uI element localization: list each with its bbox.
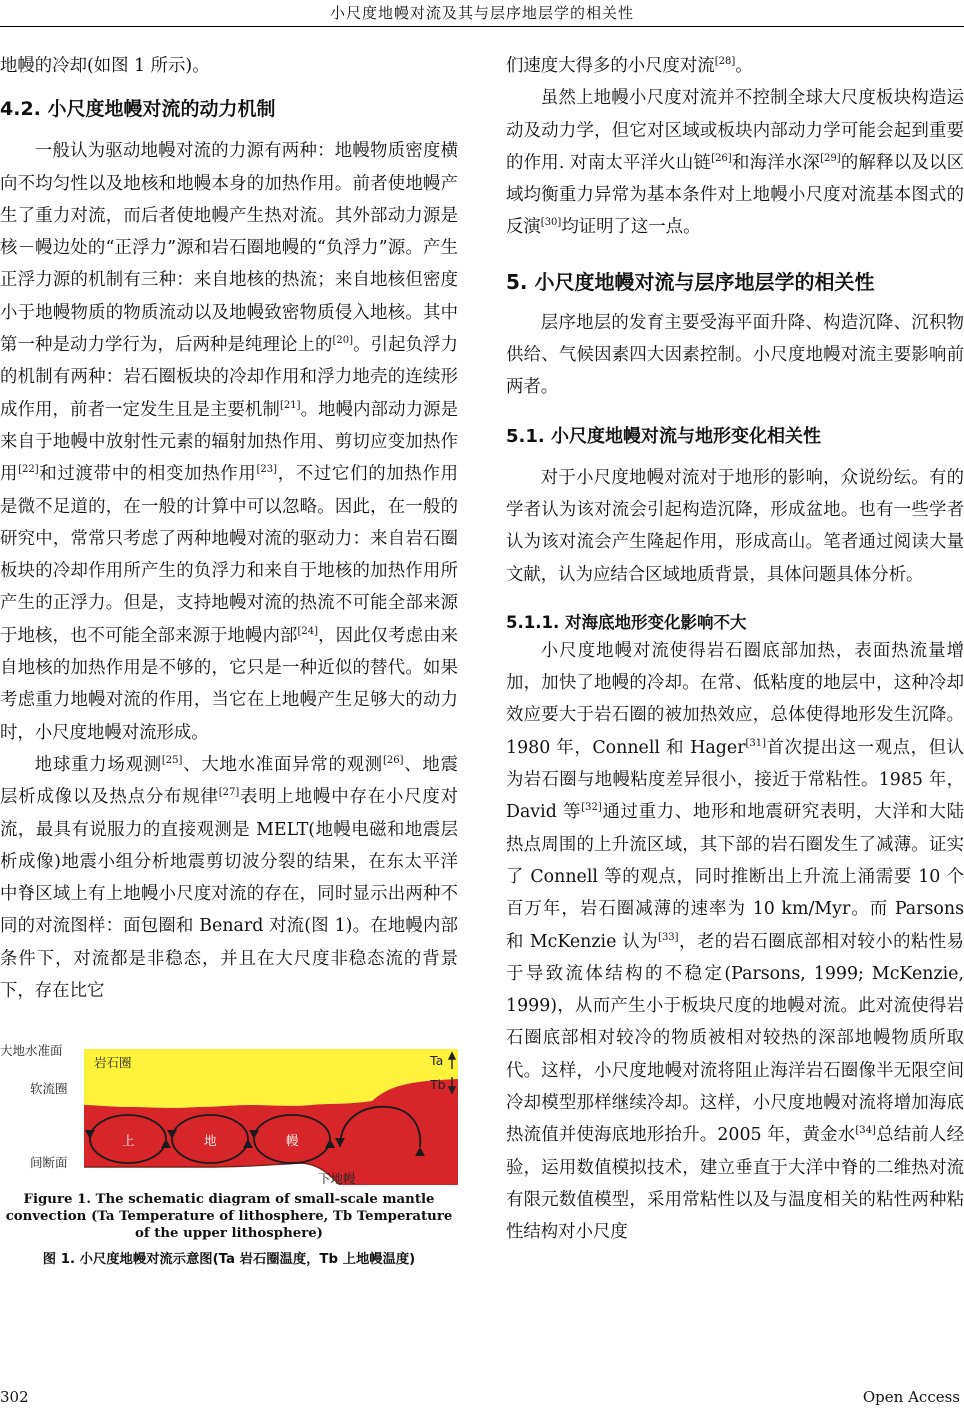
paragraph-regional-dynamics [506, 82, 964, 243]
section-heading-5: 5. 小尺度地幔对流与层序地层学的相关性 [506, 269, 875, 294]
citation[interactable]: [22] [18, 464, 39, 476]
citation[interactable]: [26] [711, 153, 732, 165]
paragraph-text: 和过渡带中的相变加热作用 [38, 464, 257, 485]
figure-caption-chinese: 图 1. 小尺度地幔对流示意图(Ta 岩石圈温度，Tb 上地幔温度) [42, 1252, 416, 1268]
paragraph-text: 首次提出这一观点，但认为岩石圈与地幔粘度差异很小，接近于常粘性。1985 年，David 等 [506, 737, 964, 823]
label-mantle-char-2: 地 [204, 1133, 217, 1149]
paragraph-text: 、大地水准面异常的观测 [182, 754, 383, 775]
paragraph-text: ，不过它们的加热作用是微不足道的，在一般的计算中可以忽略。因此，在一般的研究中，常常只考虑了两种地幔对流的驱动力：来自岩石圈板块的冷却作用所产生的负浮力和来自于地核的加热作用所产生的正浮力。但是，支持地幔对流的热流不可能全部来源于地核，也不可能全部来源于地幔内部 [0, 464, 458, 646]
paragraph-text: 一般认为驱动地幔对流的力源有两种：地幔物质密度横向不均匀性以及地核和地幔本身的加热作用。前者使地幔产生了重力对流，而后者使地幔产生热对流。其外部动力源是核－幔边处的“正浮力”源和岩石圈地幔的“负浮力”源。产生正浮力源的机制有三种：来自地核的热流；来自地核但密度小于地幔物质的物质流动以及地幔致密物质侵入地核。其中第一种是动力学行为，后两种是纯理论上的 [0, 141, 458, 356]
paragraph-text: 总结前人经验，运用数值模拟技术，建立垂直于大洋中脊的二维热对流有限元数值模型，采用常粘性以及与温度相关的粘性两种粘性结构对小尺度 [506, 1125, 964, 1243]
citation[interactable]: [34] [855, 1125, 876, 1137]
left-column [0, 50, 458, 1267]
paragraph-text: 。引起负浮力的机制有两种：岩石圈板块的冷却作用和浮力地壳的连续形成作用，前者一定发生且是主要机制 [0, 335, 458, 420]
section-heading-4-2: 4.2. 小尺度地幔对流的动力机制 [0, 98, 276, 121]
paragraph-topography-views: 对于小尺度地幔对流对于地形的影响，众说纷纭。有的学者认为该对流会引起构造沉降，形成盆地。也有一些学者认为该对流会产生隆起作用，形成高山。笔者通过阅读大量文献，认为应结合区域地质背景，具体问题具体分析。 [506, 467, 964, 585]
citation[interactable]: [23] [256, 464, 278, 476]
convection-svg [0, 1035, 458, 1185]
paragraph-seafloor-effect [506, 635, 964, 1249]
paragraph-text: 通过重力、地形和地震研究表明，大洋和大陆热点周围的上升流区域，其下部的岩石圈发生了减薄。证实了 Connell 等的观点，同时推断出上升流上涌需要 10 个百万年，岩石圈减薄的速率为 10 km/Myr。而 Parsons 和 McKenzie 认为 [506, 802, 964, 952]
label-lithosphere: 岩石圈 [94, 1055, 132, 1071]
paragraph-text: ，老的岩石圈底部相对较小的粘性易于导致流体结构的不稳定(Parsons, 1999; McKenzie, 1999)，从而产生小于板块尺度的地幔对流。此对流使得岩石圈底部相对较冷的物质被相对较热的深部地幔物质所取代。这样，小尺度地幔对流将阻止海洋岩石圈像半无限空间冷却模型那样继续冷却。这样，小尺度地幔对流将增加海底热流值并使海底地形抬升。2005 年，黄金水 [506, 931, 964, 1146]
publisher-label: Open Access [862, 1388, 960, 1406]
citation[interactable]: [20] [332, 335, 353, 347]
paragraph-text: 均证明了这一点。 [561, 217, 701, 238]
paragraph-continuation [0, 50, 458, 82]
page-number: 302 [0, 1388, 29, 1406]
paragraph-text: 们速度大得多的小尺度对流 [506, 56, 715, 76]
paragraph-text: 表明上地幔中存在小尺度对流，最具有说服力的直接观测是 MELT(地幔电磁和地震层析成像)地震小组分析地震剪切波分裂的结果，在东太平洋中脊区域上有上地幔小尺度对流的存在，同时显示出两种不同的对流图样：面包圈和 Benard 对流(图 1)。在地幔内部条件下，对流都是非稳态，并且在大尺度非稳态流的背景下，存在比它 [0, 787, 458, 1002]
label-geoid: 大地水准面 [0, 1043, 63, 1059]
label-discontinuity: 间断面 [30, 1155, 68, 1171]
paragraph-text: 虽然上地幔小尺度对流并不控制全球大尺度板块构造运动及动力学，但它对区域或板块内部动力学可能会起到重要的作用. 对南太平洋火山链 [506, 88, 964, 173]
citation[interactable]: [31] [745, 737, 767, 749]
paragraph-observations [0, 749, 458, 1007]
citation[interactable]: [25] [161, 755, 183, 767]
section-heading-5-1: 5.1. 小尺度地幔对流与地形变化相关性 [506, 425, 821, 447]
label-tb: Tb [430, 1077, 446, 1093]
citation[interactable]: [21] [279, 399, 301, 411]
citation[interactable]: [27] [218, 787, 240, 799]
paragraph-text: 。地幔内部动力源是来自于地幔中放射性元素的辐射加热作用、剪切应变加热作用 [0, 399, 458, 485]
right-column [506, 50, 964, 1249]
label-asthenosphere: 软流圈 [30, 1081, 68, 1097]
citation[interactable]: [33] [658, 931, 679, 943]
citation[interactable]: [29] [820, 153, 841, 165]
paragraph-text: 。 [735, 56, 753, 76]
paragraph-driving-forces [0, 135, 458, 749]
paragraph-continuation [506, 50, 964, 82]
paragraph-text: 的解释以及以区域均衡重力异常为基本条件对上地幔小尺度对流基本图式的反演 [506, 152, 964, 238]
paragraph-text: 地球重力场观测 [34, 754, 162, 775]
figure-caption-english: Figure 1. The schematic diagram of small-scale mantle convection (Ta Temperature of lithosphere, Tb Temperature of the upper lithosphere) [5, 1192, 453, 1242]
discontinuity-boundary [84, 1163, 340, 1185]
label-mantle-char-1: 上 [122, 1133, 135, 1149]
paragraph-text: 和海洋水深 [731, 152, 821, 173]
figure-convection-diagram [0, 1035, 458, 1185]
paragraph-text: 地幔的冷却(如图 1 所示)。 [0, 56, 210, 76]
citation[interactable]: [32] [581, 802, 602, 814]
paragraph-text: ，因此仅考虑由来自地核的加热作用是不够的，它只是一种近似的替代。如果考虑重力地幔对流的作用，当它在上地幔产生足够大的动力时，小尺度地幔对流形成。 [0, 625, 458, 743]
paragraph-text: 、地震层析成像以及热点分布规律 [0, 754, 458, 808]
label-lower-mantle: 下地幔 [318, 1171, 356, 1187]
citation[interactable]: [28] [714, 56, 736, 68]
label-ta: Ta [430, 1053, 444, 1069]
running-title: 小尺度地幔对流及其与层序地层学的相关性 [329, 4, 634, 22]
paragraph-text: 小尺度地幔对流使得岩石圈底部加热，表面热流量增加，加快了地幔的冷却。在常、低粘度的地层中，这种冷却效应要大于岩石圈的被加热效应，总体使得地形发生沉降。1980 年，Connell 和 Hager [506, 640, 964, 758]
section-heading-5-1-1: 5.1.1. 对海底地形变化影响不大 [506, 612, 747, 632]
citation[interactable]: [30] [540, 217, 562, 229]
header-rule [0, 26, 964, 27]
citation[interactable]: [26] [382, 755, 404, 767]
paragraph-sequence-factors: 层序地层的发育主要受海平面升降、构造沉降、沉积物供给、气候因素四大因素控制。小尺度地幔对流主要影响前两者。 [506, 312, 964, 398]
citation[interactable]: [24] [297, 625, 318, 637]
label-mantle-char-3: 幔 [286, 1133, 299, 1149]
